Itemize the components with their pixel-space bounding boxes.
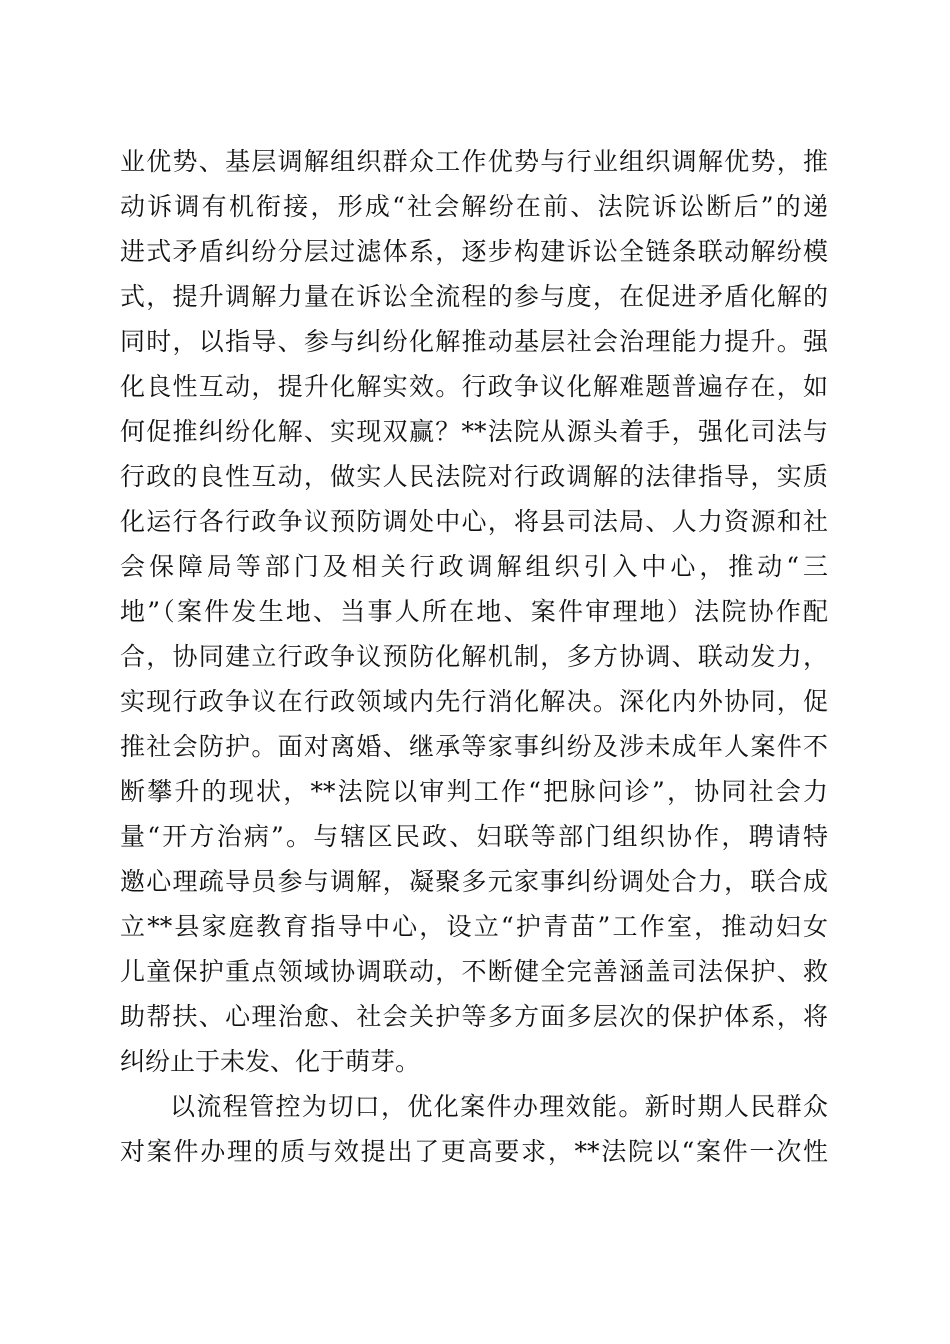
text-line: 邀心理疏导员参与调解，凝聚多元家事纠纷调处合力，联合成 [120, 867, 828, 896]
text-line: 行政的良性互动，做实人民法院对行政调解的法律指导，实质 [120, 462, 828, 491]
text-line: 推社会防护。面对离婚、继承等家事纠纷及涉未成年人案件不 [120, 732, 828, 761]
text-line: 化运行各行政争议预防调处中心，将县司法局、人力资源和社 [120, 507, 828, 536]
text-line: 化良性互动，提升化解实效。行政争议化解难题普遍存在，如 [120, 372, 828, 401]
text-line: 立**县家庭教育指导中心，设立“护青苗”工作室，推动妇女 [120, 912, 828, 941]
text-line: 量“开方治病”。与辖区民政、妇联等部门组织协作，聘请特 [120, 822, 828, 851]
text-line: 合，协同建立行政争议预防化解机制，多方协调、联动发力， [120, 642, 828, 671]
text-line: 对案件办理的质与效提出了更高要求，**法院以“案件一次性 [120, 1137, 828, 1166]
text-line: 式，提升调解力量在诉讼全流程的参与度，在促进矛盾化解的 [120, 282, 828, 311]
text-line: 助帮扶、心理治愈、社会关护等多方面多层次的保护体系，将 [120, 1002, 828, 1031]
text-line: 业优势、基层调解组织群众工作优势与行业组织调解优势，推 [120, 147, 828, 176]
text-line: 儿童保护重点领域协调联动，不断健全完善涵盖司法保护、救 [120, 957, 828, 986]
text-line: 会保障局等部门及相关行政调解组织引入中心，推动“三 [120, 552, 828, 581]
text-line: 纠纷止于未发、化于萌芽。 [120, 1047, 421, 1076]
text-line: 进式矛盾纠纷分层过滤体系，逐步构建诉讼全链条联动解纷模 [120, 237, 828, 266]
text-line: 地”（案件发生地、当事人所在地、案件审理地）法院协作配 [120, 597, 828, 626]
text-line: 断攀升的现状，**法院以审判工作“把脉问诊”，协同社会力 [120, 777, 828, 806]
text-line: 实现行政争议在行政领域内先行消化解决。深化内外协同，促 [120, 687, 828, 716]
text-line: 何促推纠纷化解、实现双赢？**法院从源头着手，强化司法与 [120, 417, 828, 446]
paragraph-first-line: 以流程管控为切口，优化案件办理效能。新时期人民群众 [170, 1092, 828, 1121]
text-line: 动诉调有机衔接，形成“社会解纷在前、法院诉讼断后”的递 [120, 192, 828, 221]
text-line: 同时，以指导、参与纠纷化解推动基层社会治理能力提升。强 [120, 327, 828, 356]
